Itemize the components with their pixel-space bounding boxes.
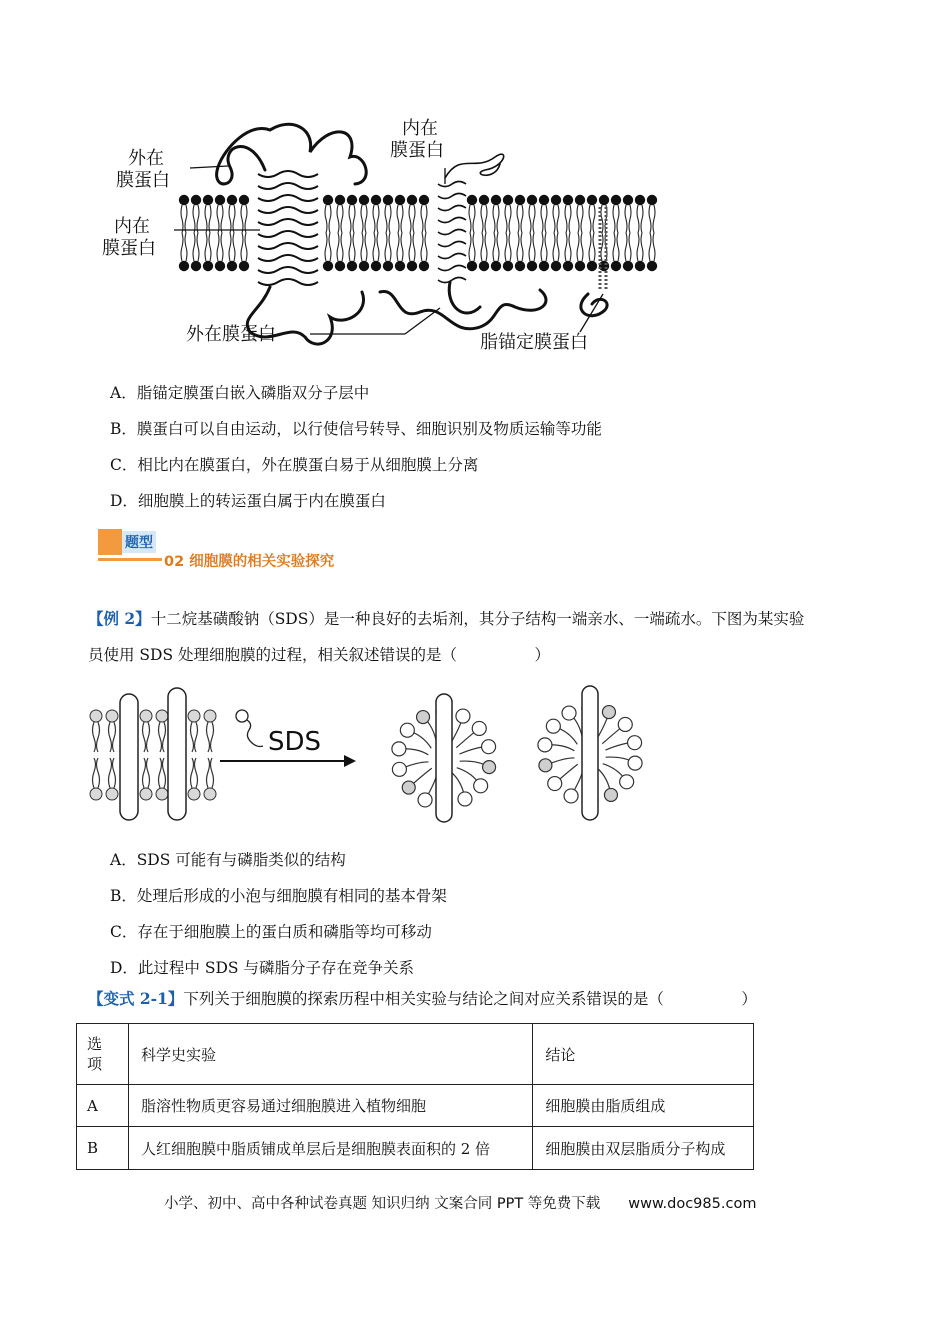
variant-question bbox=[88, 982, 858, 1016]
sds-treatment-diagram bbox=[82, 682, 662, 824]
header-option: 选 项 bbox=[77, 1024, 129, 1085]
q2-option-a: A．SDS 可能有与磷脂类似的结构 bbox=[110, 851, 346, 869]
label-inner-left-2: 膜蛋白 bbox=[102, 238, 156, 259]
label-outer-bottom: 外在膜蛋白 bbox=[186, 324, 276, 345]
section-title: 02 细胞膜的相关实验探究 bbox=[164, 554, 335, 570]
protein-micelle-1 bbox=[392, 694, 496, 822]
variant-text: 下列关于细胞膜的探索历程中相关实验与结论之间对应关系错误的是（ ） bbox=[183, 990, 757, 1008]
lipid-anchor bbox=[600, 207, 606, 290]
phospholipid-bilayer bbox=[90, 710, 216, 800]
section-header bbox=[98, 527, 378, 571]
membrane-protein-1 bbox=[120, 694, 138, 820]
q2-option-b: B．处理后形成的小泡与细胞膜有相同的基本骨架 bbox=[110, 887, 447, 905]
table-row bbox=[77, 1127, 754, 1170]
protein-micelle-2 bbox=[538, 686, 642, 820]
sds-head-icon bbox=[236, 710, 248, 722]
label-outer-top-2: 膜蛋白 bbox=[116, 170, 170, 191]
lipid-heads-bottom bbox=[179, 261, 657, 271]
transmembrane-helix-right bbox=[438, 182, 466, 283]
example2-line2: 员使用 SDS 处理细胞膜的过程，相关叙述错误的是（ ） bbox=[88, 646, 551, 664]
q1-option-d: D．细胞膜上的转运蛋白属于内在膜蛋白 bbox=[110, 492, 386, 510]
transmembrane-helix-left bbox=[258, 171, 318, 285]
row-b-experiment: 人红细胞膜中脂质铺成单层后是细胞膜表面积的 2 倍 bbox=[128, 1127, 532, 1170]
q1-option-a: A．脂锚定膜蛋白嵌入磷脂双分子层中 bbox=[110, 384, 370, 402]
lipid-tails bbox=[181, 205, 655, 261]
row-b-option: B bbox=[77, 1127, 129, 1170]
history-table bbox=[76, 1023, 754, 1170]
row-a-conclusion: 细胞膜由脂质组成 bbox=[533, 1085, 754, 1127]
footer-text: 小学、初中、高中各种试卷真题 知识归纳 文案合同 PPT 等免费下载 bbox=[164, 1196, 601, 1212]
label-inner-left-1: 内在 bbox=[114, 216, 150, 237]
section-marker bbox=[98, 529, 122, 555]
example2-line1: 十二烷基磺酸钠（SDS）是一种良好的去垢剂，其分子结构一端亲水、一端疏水。下图为某实验 bbox=[150, 610, 805, 628]
variant-label: 【变式 2-1】 bbox=[88, 989, 184, 1008]
label-outer-top-1: 外在 bbox=[128, 148, 164, 169]
row-a-option: A bbox=[77, 1085, 129, 1127]
table-row bbox=[77, 1085, 754, 1127]
label-lipid-anchor: 脂锚定膜蛋白 bbox=[480, 332, 588, 353]
page-footer bbox=[164, 1192, 756, 1213]
q2-option-d: D．此过程中 SDS 与磷脂分子存在竞争关系 bbox=[110, 959, 414, 977]
lipid-heads-top bbox=[179, 195, 657, 205]
section-underline bbox=[98, 558, 162, 561]
arrow-head-icon bbox=[344, 755, 356, 767]
row-b-conclusion: 细胞膜由双层脂质分子构成 bbox=[533, 1127, 754, 1170]
sds-tail-icon bbox=[247, 720, 263, 747]
header-experiment: 科学史实验 bbox=[128, 1024, 532, 1085]
q1-option-b: B．膜蛋白可以自由运动，以行使信号转导、细胞识别及物质运输等功能 bbox=[110, 420, 602, 438]
footer-url[interactable]: www.doc985.com bbox=[628, 1196, 757, 1212]
membrane-protein-diagram bbox=[100, 112, 660, 357]
section-tag: 题型 bbox=[122, 531, 156, 553]
table-header-row bbox=[77, 1024, 754, 1085]
row-a-experiment: 脂溶性物质更容易通过细胞膜进入植物细胞 bbox=[128, 1085, 532, 1127]
q1-option-c: C．相比内在膜蛋白，外在膜蛋白易于从细胞膜上分离 bbox=[110, 456, 479, 474]
sds-label: SDS bbox=[268, 727, 322, 757]
label-inner-top-1: 内在 bbox=[402, 118, 438, 139]
example2-question bbox=[88, 601, 858, 673]
label-inner-top-2: 膜蛋白 bbox=[390, 140, 444, 161]
header-conclusion: 结论 bbox=[533, 1024, 754, 1085]
q2-option-c: C．存在于细胞膜上的蛋白质和磷脂等均可移动 bbox=[110, 923, 432, 941]
membrane-protein-2 bbox=[168, 688, 186, 820]
example2-label: 【例 2】 bbox=[88, 609, 151, 628]
